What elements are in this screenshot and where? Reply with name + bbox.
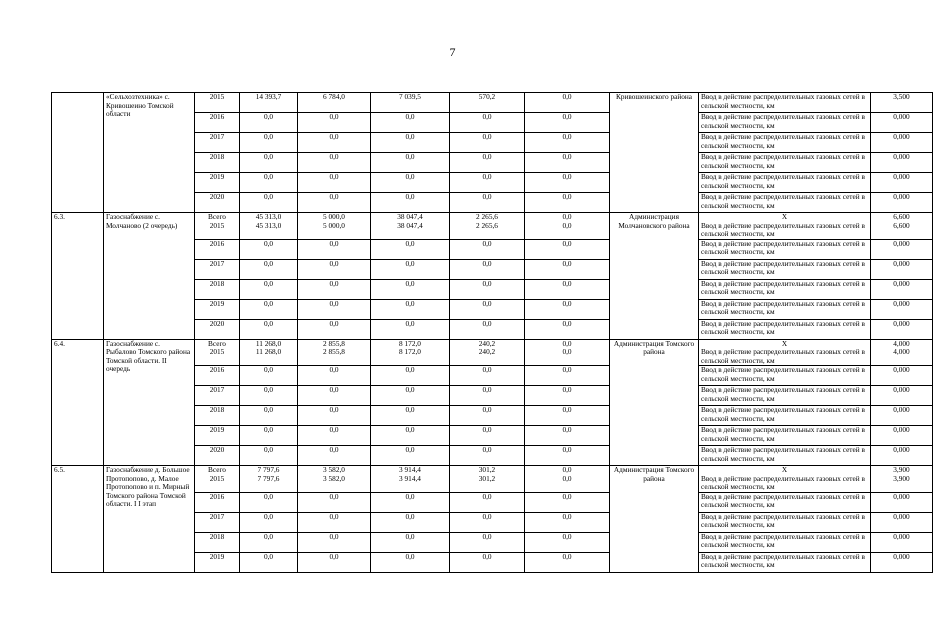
indicator-text: Ввод в действие распределительных газовых сетей в сельской местности, км: [699, 426, 871, 446]
local-cell-total: 2 265,6: [476, 212, 498, 221]
regional-cell: [371, 213, 450, 240]
federal-cell: 0,0: [298, 133, 371, 153]
federal-cell: 0,0: [298, 153, 371, 173]
local-cell: 0,0: [450, 153, 525, 173]
federal-cell: 0,0: [298, 426, 371, 446]
federal-cell: [298, 213, 371, 240]
regional-cell-year: 8 172,0: [399, 347, 421, 356]
extra-cell-total: 0,0: [562, 465, 572, 474]
regional-cell: 0,0: [371, 319, 450, 339]
table-row: [52, 213, 933, 240]
federal-cell-year: 2 855,8: [323, 347, 345, 356]
extra-cell: 0,0: [525, 366, 610, 386]
local-cell: 0,0: [450, 259, 525, 279]
total-cell: 0,0: [240, 239, 298, 259]
indicator-value-total: 4,000: [893, 338, 910, 348]
local-cell: 0,0: [450, 239, 525, 259]
indicator-value: 3,500: [871, 93, 933, 113]
indicator-value: 0,000: [871, 366, 933, 386]
indicator-value: 0,000: [871, 426, 933, 446]
local-cell: [450, 213, 525, 240]
year-cell: 2016: [195, 366, 240, 386]
indicator-text: Ввод в действие распределительных газовых сетей в сельской местности, км: [699, 133, 871, 153]
indicator-value-year: 4,000: [893, 347, 910, 356]
indicator-text: Ввод в действие распределительных газовых сетей в сельской местности, км: [699, 113, 871, 133]
extra-cell-year: 0,0: [562, 220, 572, 230]
total-cell: 14 393,7: [240, 93, 298, 113]
executor-cell: Администрация Томского района: [610, 339, 699, 466]
extra-cell-total: 0,0: [562, 338, 572, 348]
indicator-value: 0,000: [871, 386, 933, 406]
total-cell-total: 45 313,0: [255, 212, 282, 221]
item-name: Газоснабжение с. Молчаново (2 очередь): [104, 213, 195, 340]
local-cell: [450, 339, 525, 366]
federal-cell: 0,0: [298, 279, 371, 299]
year-cell-total: Всего: [208, 465, 226, 474]
regional-cell: 0,0: [371, 133, 450, 153]
indicator-text: Ввод в действие распределительных газовых сетей в сельской местности, км: [699, 279, 871, 299]
total-cell: [240, 213, 298, 240]
indicator-text: Ввод в действие распределительных газовых сетей в сельской местности, км: [699, 319, 871, 339]
extra-cell: 0,0: [525, 492, 610, 512]
federal-cell: 0,0: [298, 406, 371, 426]
year-cell: [195, 339, 240, 366]
extra-cell: 0,0: [525, 279, 610, 299]
page-number: 7: [449, 45, 456, 59]
year-cell: 2020: [195, 319, 240, 339]
year-cell: 2018: [195, 532, 240, 552]
indicator-text: Ввод в действие распределительных газовых сетей в сельской местности, км: [699, 492, 871, 512]
regional-cell: 0,0: [371, 239, 450, 259]
federal-cell: 0,0: [298, 386, 371, 406]
regional-cell-year: 38 047,4: [397, 220, 423, 230]
item-number: 6.4.: [52, 339, 104, 466]
item-number: 6.5.: [52, 466, 104, 573]
extra-cell: 0,0: [525, 153, 610, 173]
indicator-value: 0,000: [871, 239, 933, 259]
year-cell: [195, 466, 240, 493]
extra-cell: 0,0: [525, 259, 610, 279]
indicator-value: 0,000: [871, 133, 933, 153]
indicator-value: 0,000: [871, 193, 933, 213]
regional-cell: [371, 466, 450, 493]
indicator-text: Ввод в действие распределительных газовых сетей в сельской местности, км: [699, 153, 871, 173]
year-cell-total: Всего: [208, 338, 226, 348]
item-name: «Сельхозтехника» с. Кривошеино Томской области: [104, 93, 195, 213]
table-row: [52, 339, 933, 366]
local-cell: 0,0: [450, 512, 525, 532]
local-cell: 570,2: [450, 93, 525, 113]
indicator-value: [871, 466, 933, 493]
total-cell: 0,0: [240, 133, 298, 153]
federal-cell: 0,0: [298, 532, 371, 552]
extra-cell: 0,0: [525, 239, 610, 259]
total-cell-total: 11 268,0: [255, 338, 282, 348]
indicator-text: Ввод в действие распределительных газовых сетей в сельской местности, км: [699, 299, 871, 319]
local-cell-total: 301,2: [478, 465, 496, 474]
year-cell: 2019: [195, 426, 240, 446]
total-cell: 0,0: [240, 153, 298, 173]
total-cell: 0,0: [240, 366, 298, 386]
regional-cell-total: 8 172,0: [399, 338, 421, 348]
regional-cell: 0,0: [371, 406, 450, 426]
federal-cell: 6 784,0: [298, 93, 371, 113]
local-cell: 0,0: [450, 299, 525, 319]
federal-cell: 0,0: [298, 446, 371, 466]
regional-cell: 7 039,5: [371, 93, 450, 113]
year-cell: 2017: [195, 386, 240, 406]
extra-cell-year: 0,0: [562, 473, 572, 483]
total-cell: 0,0: [240, 193, 298, 213]
year-cell: 2017: [195, 512, 240, 532]
regional-cell: 0,0: [371, 552, 450, 572]
regional-cell: 0,0: [371, 259, 450, 279]
total-cell: 0,0: [240, 279, 298, 299]
extra-cell: 0,0: [525, 386, 610, 406]
executor-cell: Администрация Томского района: [610, 466, 699, 573]
extra-cell: 0,0: [525, 446, 610, 466]
extra-cell: 0,0: [525, 319, 610, 339]
indicator-value-total: 3,900: [893, 465, 910, 474]
indicator-text: Ввод в действие распределительных газовых сетей в сельской местности, км: [701, 473, 865, 491]
indicator-value: 0,000: [871, 492, 933, 512]
indicator-value: 0,000: [871, 532, 933, 552]
indicator-cell: [699, 339, 871, 366]
indicator-value: 0,000: [871, 173, 933, 193]
indicator-value: 0,000: [871, 319, 933, 339]
indicator-text: Ввод в действие распределительных газовых сетей в сельской местности, км: [699, 93, 871, 113]
table-row: [52, 466, 933, 493]
total-cell: 0,0: [240, 259, 298, 279]
regional-cell: 0,0: [371, 446, 450, 466]
local-cell: 0,0: [450, 366, 525, 386]
federal-cell: 0,0: [298, 259, 371, 279]
regional-cell-year: 3 914,4: [399, 473, 421, 483]
extra-cell: [525, 213, 610, 240]
indicator-text: Ввод в действие распределительных газовых сетей в сельской местности, км: [699, 386, 871, 406]
program-table: [51, 92, 933, 573]
year-cell: 2016: [195, 113, 240, 133]
federal-cell: 0,0: [298, 193, 371, 213]
indicator-text: Ввод в действие распределительных газовых сетей в сельской местности, км: [699, 366, 871, 386]
total-cell: 0,0: [240, 512, 298, 532]
local-cell: 0,0: [450, 532, 525, 552]
indicator-value: 0,000: [871, 153, 933, 173]
regional-cell: 0,0: [371, 153, 450, 173]
item-number: 6.3.: [52, 213, 104, 340]
extra-cell: 0,0: [525, 93, 610, 113]
indicator-x: X: [781, 212, 788, 221]
federal-cell: 0,0: [298, 366, 371, 386]
extra-cell: 0,0: [525, 552, 610, 572]
extra-cell: 0,0: [525, 406, 610, 426]
extra-cell: 0,0: [525, 173, 610, 193]
extra-cell: 0,0: [525, 133, 610, 153]
regional-cell: 0,0: [371, 426, 450, 446]
total-cell: 0,0: [240, 446, 298, 466]
federal-cell: 0,0: [298, 552, 371, 572]
local-cell: 0,0: [450, 426, 525, 446]
federal-cell: 0,0: [298, 239, 371, 259]
year-cell: 2018: [195, 279, 240, 299]
extra-cell-total: 0,0: [562, 212, 572, 221]
total-cell: 0,0: [240, 406, 298, 426]
regional-cell: 0,0: [371, 512, 450, 532]
local-cell: 0,0: [450, 133, 525, 153]
indicator-text: Ввод в действие распределительных газовых сетей в сельской местности, км: [699, 552, 871, 572]
extra-cell-year: 0,0: [562, 347, 572, 356]
local-cell: 0,0: [450, 319, 525, 339]
indicator-cell: [699, 213, 871, 240]
regional-cell: 0,0: [371, 193, 450, 213]
federal-cell: 0,0: [298, 512, 371, 532]
total-cell: 0,0: [240, 552, 298, 572]
federal-cell: 0,0: [298, 492, 371, 512]
indicator-value: 0,000: [871, 512, 933, 532]
extra-cell: 0,0: [525, 299, 610, 319]
indicator-value: 0,000: [871, 259, 933, 279]
local-cell: 0,0: [450, 279, 525, 299]
year-cell: 2016: [195, 492, 240, 512]
regional-cell: 0,0: [371, 279, 450, 299]
year-cell: 2018: [195, 406, 240, 426]
indicator-value-year: 6,600: [893, 220, 910, 230]
total-cell-year: 7 797,6: [257, 473, 280, 483]
federal-cell-total: 5 000,0: [323, 212, 345, 221]
federal-cell: [298, 466, 371, 493]
indicator-value: 0,000: [871, 552, 933, 572]
indicator-value: 0,000: [871, 113, 933, 133]
local-cell: 0,0: [450, 406, 525, 426]
regional-cell: 0,0: [371, 532, 450, 552]
indicator-value: 0,000: [871, 279, 933, 299]
executor-cell: Кривошеинского района: [610, 93, 699, 213]
total-cell: 0,0: [240, 173, 298, 193]
table-row: [52, 93, 933, 113]
local-cell: 0,0: [450, 173, 525, 193]
indicator-x: X: [781, 338, 788, 348]
local-cell: [450, 466, 525, 493]
indicator-value: [871, 213, 933, 240]
indicator-text: Ввод в действие распределительных газовых сетей в сельской местности, км: [699, 446, 871, 466]
indicator-text: Ввод в действие распределительных газовых сетей в сельской местности, км: [701, 220, 865, 238]
year-cell: 2015: [195, 93, 240, 113]
year-cell: 2019: [195, 299, 240, 319]
indicator-value: 0,000: [871, 406, 933, 426]
total-cell: 0,0: [240, 113, 298, 133]
year-cell: 2017: [195, 133, 240, 153]
indicator-text: Ввод в действие распределительных газовых сетей в сельской местности, км: [699, 532, 871, 552]
year-cell: 2017: [195, 259, 240, 279]
total-cell-year: 11 268,0: [255, 347, 282, 356]
table-body: [52, 93, 933, 573]
extra-cell: [525, 466, 610, 493]
extra-cell: 0,0: [525, 193, 610, 213]
item-name: Газоснабжение д. Большое Протопопово, д. Малое Протопопово и п. Мирный Томского района Томской области. I I этап: [104, 466, 195, 573]
indicator-value-year: 3,900: [893, 473, 910, 483]
extra-cell: 0,0: [525, 113, 610, 133]
local-cell: 0,0: [450, 193, 525, 213]
total-cell: 0,0: [240, 299, 298, 319]
indicator-text: Ввод в действие распределительных газовых сетей в сельской местности, км: [699, 512, 871, 532]
federal-cell-total: 3 582,0: [323, 465, 345, 474]
year-cell: 2016: [195, 239, 240, 259]
extra-cell: 0,0: [525, 532, 610, 552]
local-cell-year: 240,2: [478, 347, 496, 356]
local-cell: 0,0: [450, 386, 525, 406]
regional-cell: 0,0: [371, 366, 450, 386]
indicator-text: Ввод в действие распределительных газовых сетей в сельской местности, км: [699, 193, 871, 213]
total-cell: 0,0: [240, 386, 298, 406]
total-cell-year: 45 313,0: [255, 220, 282, 230]
regional-cell: 0,0: [371, 113, 450, 133]
indicator-text: Ввод в действие распределительных газовых сетей в сельской местности, км: [699, 259, 871, 279]
regional-cell-total: 38 047,4: [397, 212, 423, 221]
item-number: [52, 93, 104, 213]
total-cell: 0,0: [240, 426, 298, 446]
indicator-value: 0,000: [871, 446, 933, 466]
federal-cell-year: 5 000,0: [323, 220, 345, 230]
indicator-text: Ввод в действие распределительных газовых сетей в сельской местности, км: [699, 173, 871, 193]
total-cell: 0,0: [240, 532, 298, 552]
indicator-cell: [699, 466, 871, 493]
year-cell: 2020: [195, 193, 240, 213]
indicator-value: [871, 339, 933, 366]
local-cell: 0,0: [450, 446, 525, 466]
local-cell-total: 240,2: [478, 338, 496, 348]
year-cell: 2018: [195, 153, 240, 173]
local-cell-year: 2 265,6: [476, 220, 498, 230]
indicator-x: X: [781, 465, 788, 474]
federal-cell: 0,0: [298, 173, 371, 193]
extra-cell: 0,0: [525, 426, 610, 446]
indicator-text: Ввод в действие распределительных газовых сетей в сельской местности, км: [701, 347, 865, 365]
year-cell: 2020: [195, 446, 240, 466]
indicator-value-total: 6,600: [893, 212, 910, 221]
total-cell: 0,0: [240, 319, 298, 339]
regional-cell: 0,0: [371, 492, 450, 512]
regional-cell: [371, 339, 450, 366]
federal-cell: 0,0: [298, 299, 371, 319]
year-cell-year: 2015: [209, 220, 225, 230]
year-cell: [195, 213, 240, 240]
total-cell: [240, 339, 298, 366]
year-cell: 2019: [195, 552, 240, 572]
federal-cell: 0,0: [298, 113, 371, 133]
federal-cell-year: 3 582,0: [323, 473, 345, 483]
total-cell: [240, 466, 298, 493]
year-cell-year: 2015: [209, 347, 225, 356]
total-cell-total: 7 797,6: [257, 465, 280, 474]
federal-cell: [298, 339, 371, 366]
indicator-value: 0,000: [871, 299, 933, 319]
indicator-text: Ввод в действие распределительных газовых сетей в сельской местности, км: [699, 239, 871, 259]
regional-cell: 0,0: [371, 299, 450, 319]
extra-cell: 0,0: [525, 512, 610, 532]
item-name: Газоснабжение с. Рыбалово Томского района Томской области. II очередь: [104, 339, 195, 466]
year-cell-total: Всего: [208, 212, 226, 221]
local-cell: 0,0: [450, 552, 525, 572]
regional-cell: 0,0: [371, 173, 450, 193]
extra-cell: [525, 339, 610, 366]
local-cell: 0,0: [450, 492, 525, 512]
regional-cell: 0,0: [371, 386, 450, 406]
year-cell: 2019: [195, 173, 240, 193]
federal-cell: 0,0: [298, 319, 371, 339]
regional-cell-total: 3 914,4: [399, 465, 421, 474]
local-cell: 0,0: [450, 113, 525, 133]
indicator-text: Ввод в действие распределительных газовых сетей в сельской местности, км: [699, 406, 871, 426]
year-cell-year: 2015: [209, 473, 225, 483]
local-cell-year: 301,2: [478, 473, 496, 483]
federal-cell-total: 2 855,8: [323, 338, 345, 348]
executor-cell: Администрация Молчановского района: [610, 213, 699, 340]
total-cell: 0,0: [240, 492, 298, 512]
